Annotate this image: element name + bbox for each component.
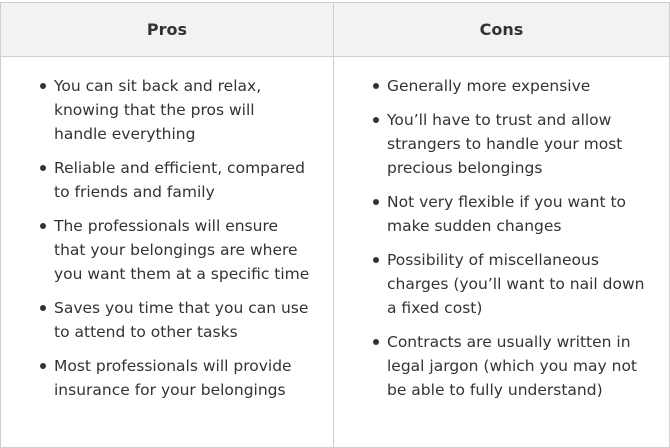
pros-item: Reliable and efficient, compared to friends and family [1, 156, 333, 204]
cons-item: Possibility of miscellaneous charges (you’ll want to nail down a fixed cost) [334, 248, 669, 320]
pros-cons-table [0, 2, 670, 448]
cons-item: Not very flexible if you want to make sudden changes [334, 190, 669, 238]
pros-header [1, 3, 334, 57]
cons-item: Generally more expensive [334, 74, 669, 98]
cons-list [334, 57, 669, 402]
pros-item: Most professionals will provide insurance for your belongings [1, 354, 333, 402]
pros-item: You can sit back and relax, knowing that the pros will handle everything [1, 74, 333, 146]
pros-item: The professionals will ensure that your belongings are where you want them at a specific time [1, 214, 333, 286]
cons-column [334, 57, 669, 447]
pros-list [1, 57, 333, 402]
pros-column [1, 57, 334, 447]
cons-header [334, 3, 669, 57]
cons-item: Contracts are usually written in legal jargon (which you may not be able to fully understand) [334, 330, 669, 402]
pros-header-label: Pros [146, 20, 188, 39]
pros-item: Saves you time that you can use to attend to other tasks [1, 296, 333, 344]
cons-item: You’ll have to trust and allow strangers to handle your most precious belongings [334, 108, 669, 180]
cons-header-label: Cons [479, 20, 524, 39]
